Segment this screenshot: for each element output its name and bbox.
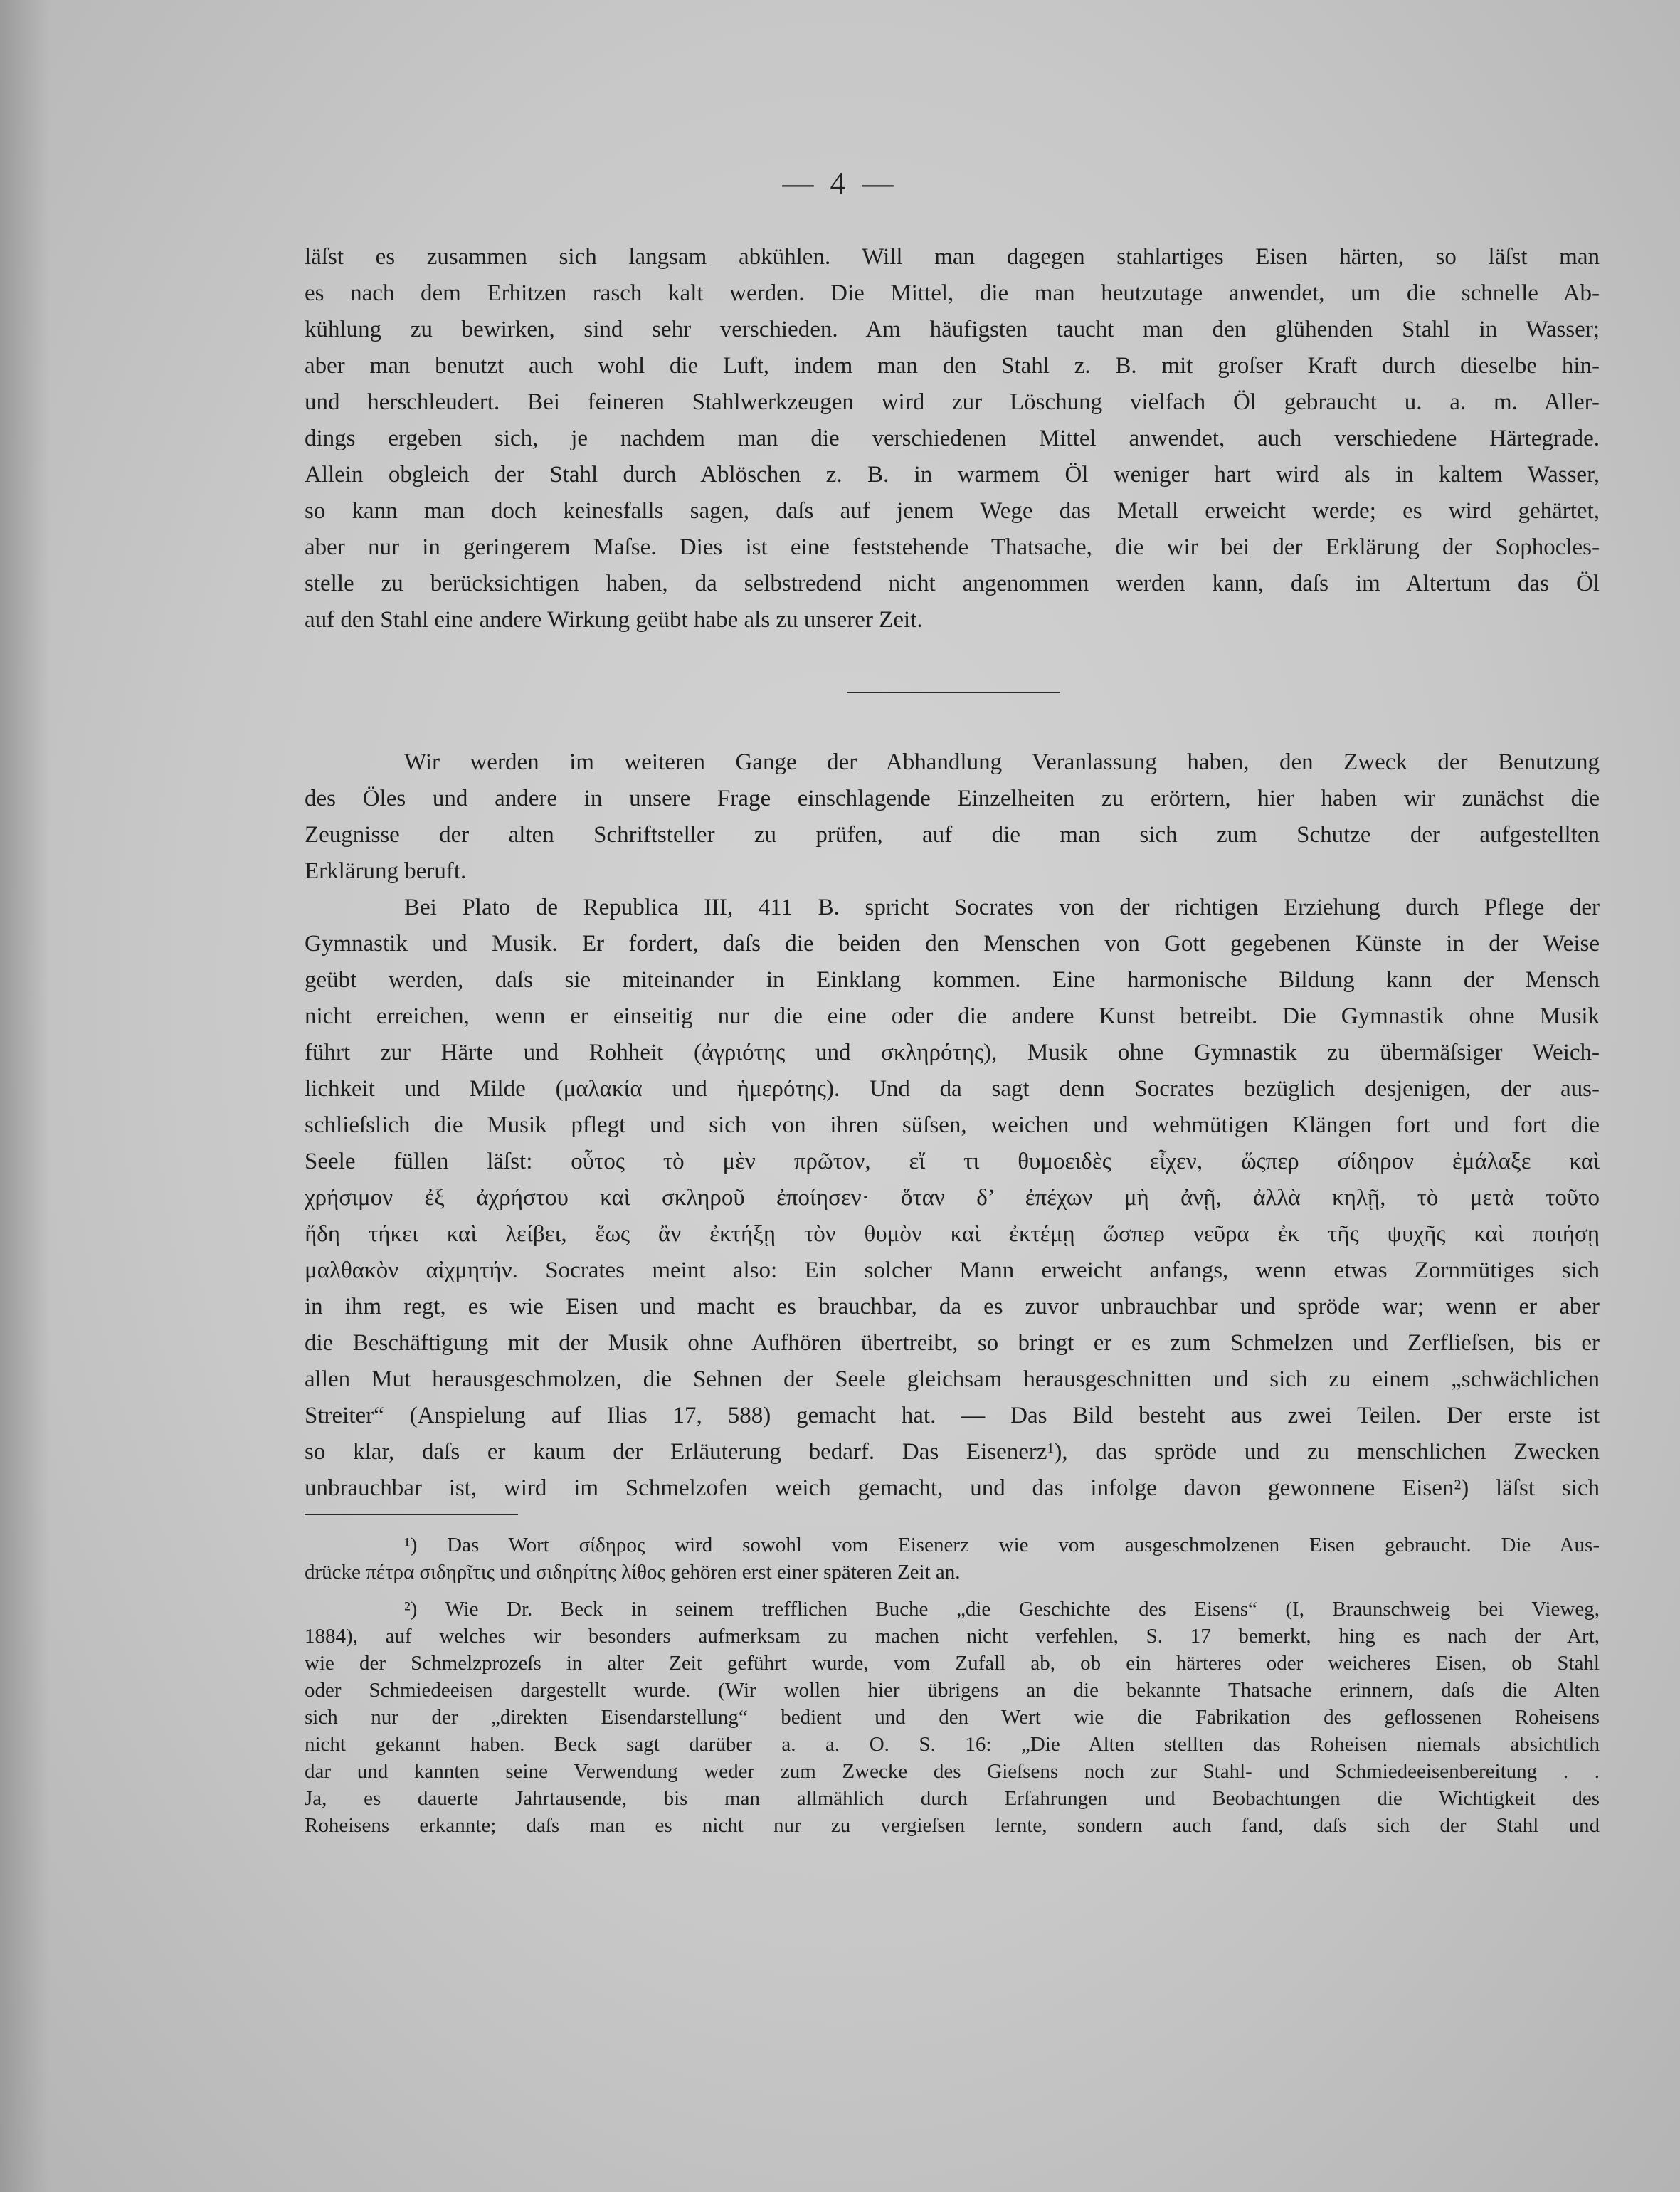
footnote-line: dar und kannten seine Verwendung weder zum Zwecke des Gieſsens noch zur Stahl- und Schmiedeeisenbereitung . . (305, 1760, 1600, 1783)
text-line: Gymnastik und Musik. Er fordert, daſs die beiden den Menschen von Gott gegebenen Künste in der Weise (305, 931, 1600, 957)
text-line: Zeugnisse der alten Schriftsteller zu prüfen, auf die man sich zum Schutze der aufgestellten (305, 822, 1600, 848)
footnote-line: nicht gekannt haben. Beck sagt darüber a. a. O. S. 16: „Die Alten stellten das Roheisen niemals absichtlich (305, 1733, 1600, 1756)
text-line: Streiter“ (Anspielung auf Ilias 17, 588) gemacht hat. — Das Bild besteht aus zwei Teilen. Der erste ist (305, 1403, 1600, 1428)
text-line: allen Mut herausgeschmolzen, die Sehnen der Seele gleichsam herausgeschnitten und sich zu einem „schwächlichen (305, 1366, 1600, 1392)
footnote-line: oder Schmiedeeisen dargestellt wurde. (Wir wollen hier übrigens an die bekannte Thatsache erinnern, daſs die Alten (305, 1679, 1600, 1702)
footnote-line: 1884), auf welches wir besonders aufmerksam zu machen nicht verfehlen, S. 17 bemerkt, hing es nach der Art, (305, 1625, 1600, 1648)
text-line: so kann man doch keinesfalls sagen, daſs auf jenem Wege das Metall erweicht werde; es wird gehärtet, (305, 498, 1600, 524)
text-line: läſst es zusammen sich langsam abkühlen. Will man dagegen stahlartiges Eisen härten, so läſst man (305, 244, 1600, 270)
paragraph-block-2 (305, 744, 1600, 1507)
text-line: geübt werden, daſs sie miteinander in Einklang kommen. Eine harmonische Bildung kann der Mensch (305, 967, 1600, 993)
text-line: Wir werden im weiteren Gange der Abhandlung Veranlassung haben, den Zweck der Benutzung (404, 749, 1600, 775)
text-line: auf den Stahl eine andere Wirkung geübt habe als zu unserer Zeit. (305, 607, 923, 633)
text-line: nicht erreichen, wenn er einseitig nur die eine oder die andere Kunst betreibt. Die Gymnastik ohne Musik (305, 1003, 1600, 1029)
footnote-line: ²) Wie Dr. Beck in seinem trefflichen Buche „die Geschichte des Eisens“ (I, Braunschweig bei Vieweg, (404, 1598, 1600, 1621)
footnote-line: ¹) Das Wort σίδηρος wird sowohl vom Eisenerz wie vom ausgeschmolzenen Eisen gebraucht. Die Aus- (404, 1534, 1600, 1556)
text-line: Bei Plato de Republica III, 411 B. spricht Socrates von der richtigen Erziehung durch Pflege der (404, 895, 1600, 920)
footnotes (305, 1532, 1600, 1839)
text-line: lichkeit und Milde (μαλακία und ἡμερότης). Und da sagt denn Socrates bezüglich desjenigen, der aus- (305, 1076, 1600, 1102)
footnote-line: wie der Schmelzprozeſs in alter Zeit geführt wurde, vom Zufall ab, ob ein härteres oder weicheres Eisen, ob Stahl (305, 1652, 1600, 1675)
text-line: und herschleudert. Bei feineren Stahlwerkzeugen wird zur Löschung vielfach Öl gebraucht u. a. m. Aller- (305, 389, 1600, 415)
text-line: μαλθακὸν αἰχμητήν. Socrates meint also: Ein solcher Mann erweicht anfangs, wenn etwas Zornmütiges sich (305, 1258, 1600, 1283)
footnote-line: Roheisens erkannte; daſs man es nicht nur zu vergieſsen lernte, sondern auch fand, daſs sich der Stahl und (305, 1814, 1600, 1837)
page-number: — 4 — (782, 166, 898, 201)
footnote-line: drücke πέτρα σιδηρῖτις und σιδηρίτης λίθος gehören erst einer späteren Zeit an. (305, 1561, 961, 1584)
footnote-line: Ja, es dauerte Jahrtausende, bis man allmählich durch Erfahrungen und Beobachtungen die Wichtigkeit des (305, 1787, 1600, 1810)
text-line: Erklärung beruft. (305, 858, 467, 884)
text-line: in ihm regt, es wie Eisen und macht es brauchbar, da es zuvor unbrauchbar und spröde war; wenn er aber (305, 1294, 1600, 1319)
page-edge-shadow (0, 0, 50, 2192)
text-line: χρήσιμον ἐξ ἀχρήστου καὶ σκληροῦ ἐποίησεν· ὅταν δ’ ἐπέχων μὴ ἀνῇ, ἀλλὰ κηλῇ, τὸ μετὰ τοῦτο (305, 1185, 1600, 1211)
text-line: führt zur Härte und Rohheit (ἀγριότης und σκληρότης), Musik ohne Gymnastik zu übermäſsiger Weich- (305, 1040, 1600, 1065)
text-line: unbrauchbar ist, wird im Schmelzofen weich gemacht, und das infolge davon gewonnene Eisen²) läſst sich (305, 1475, 1600, 1501)
paragraph-block-1 (305, 239, 1600, 638)
text-line: stelle zu berücksichtigen haben, da selbstredend nicht angenommen werden kann, daſs im Altertum das Öl (305, 571, 1600, 596)
text-line: aber man benutzt auch wohl die Luft, indem man den Stahl z. B. mit groſser Kraft durch dieselbe hin- (305, 353, 1600, 379)
text-line: des Öles und andere in unsere Frage einschlagende Einzelheiten zu erörtern, hier haben wir zunächst die (305, 786, 1600, 811)
text-line: die Beschäftigung mit der Musik ohne Aufhören übertreibt, so bringt er es zum Schmelzen und Zerflieſsen, bis er (305, 1330, 1600, 1356)
footnote-spacer (305, 1586, 1600, 1596)
section-divider (847, 692, 1060, 693)
text-line: kühlung zu bewirken, sind sehr verschieden. Am häufigsten taucht man den glühenden Stahl in Wasser; (305, 317, 1600, 342)
text-line: Seele füllen läſst: οὗτος τὸ μὲν πρῶτον, εἴ τι θυμοειδὲς εἶχεν, ὥςπερ σίδηρον ἐμάλαξε καὶ (305, 1149, 1600, 1174)
text-line: dings ergeben sich, je nachdem man die verschiedenen Mittel anwendet, auch verschiedene Härtegrade. (305, 426, 1600, 451)
text-line: es nach dem Erhitzen rasch kalt werden. Die Mittel, die man heutzutage anwendet, um die schnelle Ab- (305, 280, 1600, 306)
text-line: aber nur in geringerem Maſse. Dies ist eine feststehende Thatsache, die wir bei der Erklärung der Sophocles- (305, 534, 1600, 560)
text-line: Allein obgleich der Stahl durch Ablöschen z. B. in warmem Öl weniger hart wird als in kaltem Wasser, (305, 462, 1600, 488)
text-line: so klar, daſs er kaum der Erläuterung bedarf. Das Eisenerz¹), das spröde und zu menschlichen Zwecken (305, 1439, 1600, 1465)
footnote-rule (305, 1514, 518, 1515)
footnote-line: sich nur der „direkten Eisendarstellung“ bedient und den Wert wie die Fabrikation des geflossenen Roheisens (305, 1706, 1600, 1729)
text-line: schlieſslich die Musik pflegt und sich von ihren süſsen, weichen und wehmütigen Klängen fort und fort die (305, 1112, 1600, 1138)
text-line: ἤδη τήκει καὶ λείβει, ἕως ἂν ἐκτήξῃ τὸν θυμὸν καὶ ἐκτέμῃ ὥσπερ νεῦρα ἐκ τῆς ψυχῆς καὶ ποιήσῃ (305, 1221, 1600, 1247)
